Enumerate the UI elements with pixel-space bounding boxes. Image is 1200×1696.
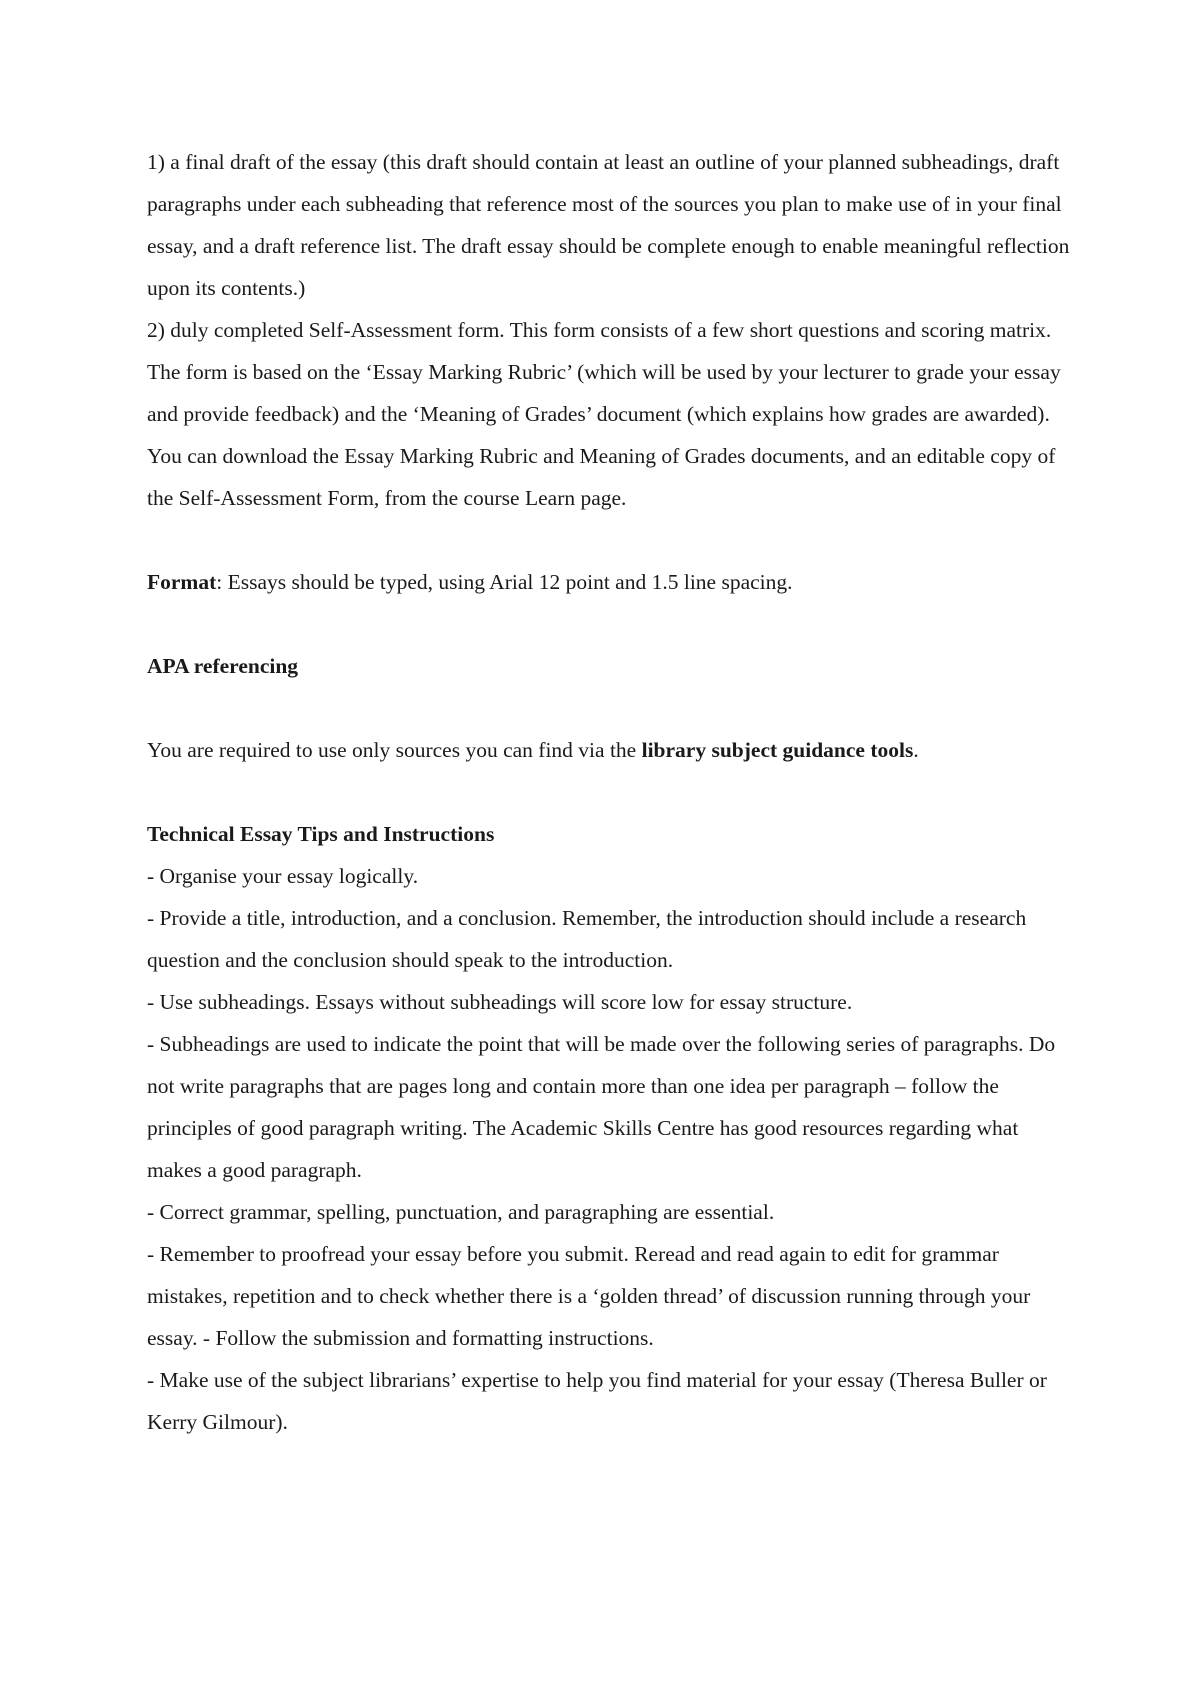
tips-item-3: - Use subheadings. Essays without subheadings will score low for essay structure. <box>147 990 853 1014</box>
apa-bold-text: library subject guidance tools <box>641 738 914 762</box>
intro-item-1: 1) a final draft of the essay (this draft should contain at least an outline of your planned subheadings, draft paragraphs under each subheading that reference most of the sources you plan to make use of in your final essay, and a draft reference list. The draft essay should be complete enough to enable meaningful reflection upon its contents.) <box>147 150 1070 300</box>
apa-text-before: You are required to use only sources you can find via the <box>147 738 642 762</box>
spacer <box>147 519 1077 561</box>
spacer <box>147 603 1077 645</box>
spacer <box>147 771 1077 813</box>
tips-item-2: - Provide a title, introduction, and a conclusion. Remember, the introduction should include a research question and the conclusion should speak to the introduction. <box>147 906 1027 972</box>
tips-heading: Technical Essay Tips and Instructions <box>147 822 495 846</box>
tips-item-1: - Organise your essay logically. <box>147 864 419 888</box>
tips-item-7: - Make use of the subject librarians’ expertise to help you find material for your essay (Theresa Buller or Kerry Gilmour). <box>147 1368 1047 1434</box>
apa-paragraph <box>147 729 1077 771</box>
format-label: Format <box>147 570 217 594</box>
tips-item-5: - Correct grammar, spelling, punctuation, and paragraphing are essential. <box>147 1200 775 1224</box>
apa-text-after: . <box>913 738 919 762</box>
intro-item-2: 2) duly completed Self-Assessment form. This form consists of a few short questions and scoring matrix. The form is based on the ‘Essay Marking Rubric’ (which will be used by your lecturer to grade your essay and provide feedback) and the ‘Meaning of Grades’ document (which explains how grades are awarded). You can download the Essay Marking Rubric and Meaning of Grades documents, and an editable copy of the Self-Assessment Form, from the course Learn page. <box>147 318 1061 510</box>
format-paragraph <box>147 561 1077 603</box>
spacer <box>147 687 1077 729</box>
apa-heading: APA referencing <box>147 654 299 678</box>
format-text: : Essays should be typed, using Arial 12 point and 1.5 line spacing. <box>216 570 793 594</box>
document-page <box>147 141 1077 1443</box>
tips-item-6: - Remember to proofread your essay before you submit. Reread and read again to edit for grammar mistakes, repetition and to check whether there is a ‘golden thread’ of discussion running through your essay. - Follow the submission and formatting instructions. <box>147 1242 1031 1350</box>
tips-item-4: - Subheadings are used to indicate the point that will be made over the following series of paragraphs. Do not write paragraphs that are pages long and contain more than one idea per paragraph – follow the principles of good paragraph writing. The Academic Skills Centre has good resources regarding what makes a good paragraph. <box>147 1032 1056 1182</box>
